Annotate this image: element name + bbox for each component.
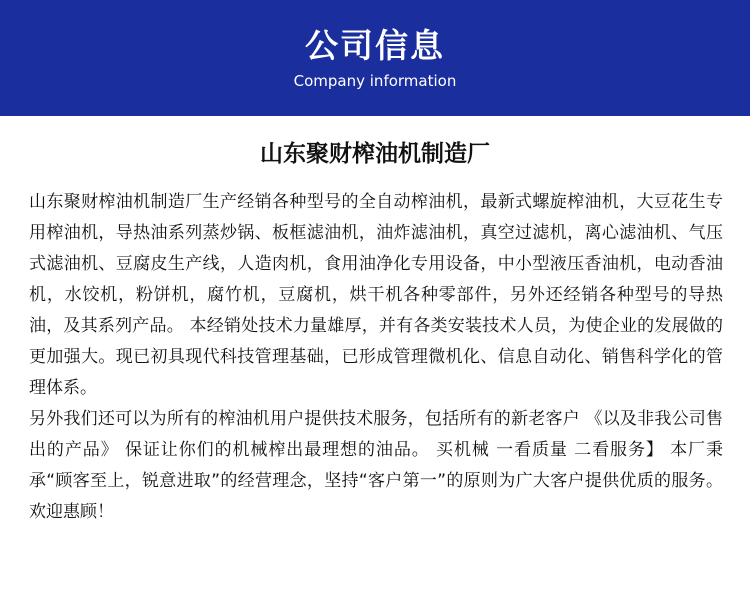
description-paragraph-1: 山东聚财榨油机制造厂生产经销各种型号的全自动榨油机，最新式螺旋榨油机，大豆花生专用榨油机，导热油系列蒸炒锅、板框滤油机，油炸滤油机，真空过滤机，离心滤油机、气压式滤油机、豆腐皮生产线，人造肉机，食用油净化专用设备，中小型液压香油机，电动香油机，水饺机，粉饼机，腐竹机，豆腐机，烘干机各种零部件，另外还经销各种型号的导热油，及其系列产品。 本经销处技术力量雄厚，并有各类安装技术人员，为使企业的发展做的更加强大。现已初具现代科技管理基础，已形成管理微机化、信息自动化、销售科学化的管理体系。 [29,192,723,398]
company-name-heading: 山东聚财榨油机制造厂 [260,141,490,167]
company-description [29,187,723,528]
header-banner [0,0,750,116]
banner-subtitle: Company information [293,72,457,90]
banner-title: 公司信息 [305,26,445,65]
description-paragraph-2: 另外我们还可以为所有的榨油机用户提供技术服务，包括所有的新老客户 《以及非我公司售出的产品》 保证让你们的机械榨出最理想的油品。 买机械 一看质量 二看服务】 本厂秉承“顾客至上，锐意进取”的经营理念，坚持“客户第一”的原则为广大客户提供优质的服务。欢迎惠顾！ [29,409,723,522]
